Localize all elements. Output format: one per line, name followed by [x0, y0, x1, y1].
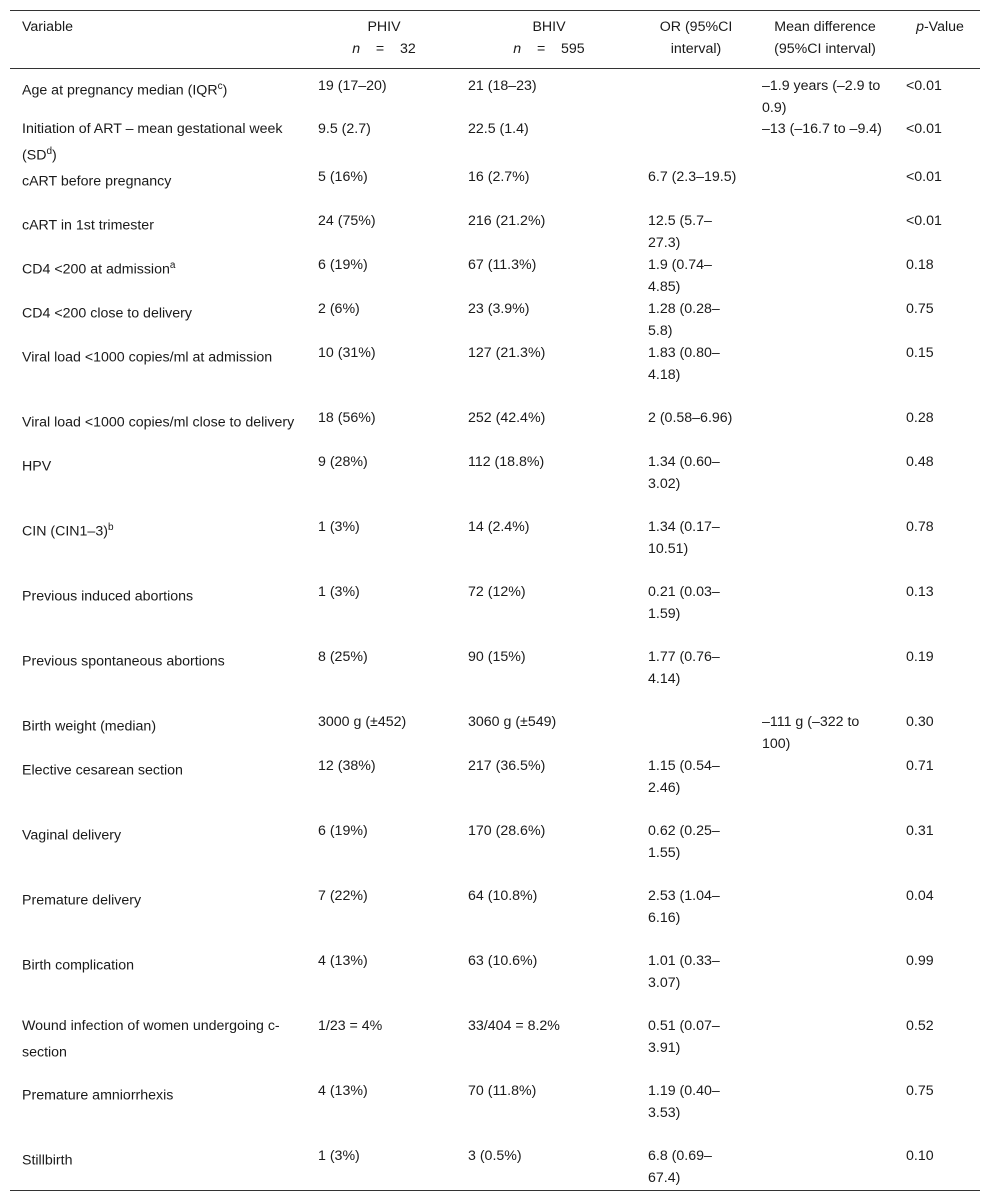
cell-or: 1.83 (0.80–4.18): [648, 345, 720, 383]
cell-p-value: 0.15: [906, 345, 934, 362]
header-phiv: PHIV n = 32: [352, 19, 416, 57]
cell-bhiv: 72 (12%): [468, 584, 526, 601]
cell-bhiv: 70 (11.8%): [468, 1083, 537, 1100]
table-row: [10, 299, 980, 343]
cell-phiv: 6 (19%): [318, 257, 368, 274]
cell-mean-difference: –111 g (–322 to 100): [762, 714, 860, 752]
cell-variable: Initiation of ART – mean gestational week $(SD^d)$: [22, 121, 283, 164]
cell-phiv: 5 (16%): [318, 169, 368, 186]
cell-mean-difference: [750, 886, 894, 951]
cell-variable: Vaginal delivery: [22, 828, 122, 845]
cell-mean-difference: [750, 255, 894, 299]
cell-mean-difference: [750, 211, 894, 255]
header-p-value: p-Value: [916, 19, 964, 35]
table-row: [10, 1016, 980, 1081]
cell-p-value: 0.75: [906, 301, 934, 318]
cell-bhiv: 14 (2.4%): [468, 519, 530, 536]
cell-p-value: 0.71: [906, 758, 934, 775]
cell-or: 1.34 (0.60–3.02): [648, 454, 720, 492]
cell-p-value: 0.04: [906, 888, 934, 905]
cell-bhiv: 90 (15%): [468, 649, 526, 666]
table-row: [10, 951, 980, 1016]
table-row: [10, 69, 980, 120]
cell-phiv: 7 (22%): [318, 888, 368, 905]
cell-mean-difference: [750, 452, 894, 517]
cell-or: [636, 119, 750, 167]
cell-p-value: 0.99: [906, 953, 934, 970]
cell-mean-difference: [750, 299, 894, 343]
cell-bhiv: 22.5 (1.4): [468, 121, 529, 138]
cell-p-value: 0.75: [906, 1083, 934, 1100]
cell-phiv: 12 (38%): [318, 758, 376, 775]
cell-bhiv: 217 (36.5%): [468, 758, 546, 775]
cell-mean-difference: –13 (–16.7 to –9.4): [762, 121, 882, 138]
cell-mean-difference: [750, 1146, 894, 1191]
cell-p-value: 0.52: [906, 1018, 934, 1035]
cell-mean-difference: [750, 647, 894, 712]
table-row: [10, 1146, 980, 1191]
cell-bhiv: 16 (2.7%): [468, 169, 530, 186]
cell-phiv: 10 (31%): [318, 345, 376, 362]
cell-variable: cART before pregnancy: [22, 174, 172, 191]
cell-p-value: 0.19: [906, 649, 934, 666]
cell-variable: Viral load <1000 copies/ml at admission: [22, 350, 273, 367]
cell-or: 1.28 (0.28–5.8): [648, 301, 720, 339]
cell-mean-difference: [750, 1016, 894, 1081]
table-row: [10, 452, 980, 517]
cell-p-value: 0.10: [906, 1148, 934, 1165]
table-row: [10, 1081, 980, 1146]
header-variable: Variable: [22, 19, 73, 35]
cell-mean-difference: [750, 951, 894, 1016]
cell-bhiv: 252 (42.4%): [468, 410, 546, 427]
header-bhiv: BHIV n = 595: [513, 19, 585, 57]
cell-or: 1.15 (0.54–2.46): [648, 758, 720, 796]
cell-phiv: 2 (6%): [318, 301, 360, 318]
cell-p-value: 0.30: [906, 714, 934, 731]
header-or: OR (95%CI interval): [659, 19, 733, 57]
cell-or: 12.5 (5.7–27.3): [648, 213, 712, 251]
cell-or: 1.34 (0.17–10.51): [648, 519, 720, 557]
cell-or: 1.9 (0.74–4.85): [648, 257, 712, 295]
cell-bhiv: 63 (10.6%): [468, 953, 538, 970]
cell-bhiv: 21 (18–23): [468, 78, 537, 95]
cell-phiv: 24 (75%): [318, 213, 376, 230]
table-row: [10, 517, 980, 582]
cell-variable: cART in 1st trimester: [22, 218, 154, 235]
cell-or: 2 (0.58–6.96): [648, 410, 733, 427]
cell-or: 1.77 (0.76–4.14): [648, 649, 720, 687]
cell-mean-difference: [750, 408, 894, 452]
cell-phiv: 1 (3%): [318, 1148, 360, 1165]
cell-phiv: 1 (3%): [318, 584, 360, 601]
cell-p-value: 0.48: [906, 454, 934, 471]
cell-or: 1.19 (0.40–3.53): [648, 1083, 720, 1121]
cell-or: [636, 69, 750, 120]
cell-variable: CD4 <200 close to delivery: [22, 306, 192, 323]
cell-or: 0.62 (0.25–1.55): [648, 823, 720, 861]
table-header-row: [10, 11, 980, 69]
cell-mean-difference: [750, 582, 894, 647]
header-bhiv-n: n = 595: [513, 40, 585, 57]
cell-phiv: 6 (19%): [318, 823, 368, 840]
cell-or: [636, 712, 750, 756]
header-phiv-n: n = 32: [352, 40, 416, 57]
table-row: [10, 886, 980, 951]
cell-p-value: <0.01: [906, 78, 942, 95]
cell-p-value: 0.28: [906, 410, 934, 427]
cell-p-value: 0.78: [906, 519, 934, 536]
cell-or: 0.51 (0.07–3.91): [648, 1018, 720, 1056]
table-row: [10, 255, 980, 299]
cell-mean-difference: [750, 821, 894, 886]
cell-bhiv: 216 (21.2%): [468, 213, 546, 230]
cell-phiv: 9.5 (2.7): [318, 121, 371, 138]
cell-p-value: 0.31: [906, 823, 934, 840]
cell-mean-difference: –1.9 years (–2.9 to 0.9): [762, 78, 881, 116]
cell-variable: Premature delivery: [22, 893, 142, 910]
table-row: [10, 408, 980, 452]
table-row: [10, 712, 980, 756]
cell-bhiv: 127 (21.3%): [468, 345, 546, 362]
cell-variable: Birth complication: [22, 958, 134, 975]
cell-mean-difference: [750, 517, 894, 582]
cell-phiv: 3000 g (±452): [318, 714, 407, 731]
cell-variable: Stillbirth: [22, 1153, 73, 1170]
cell-phiv: 18 (56%): [318, 410, 376, 427]
cell-p-value: <0.01: [906, 121, 942, 138]
cell-bhiv: 3060 g (±549): [468, 714, 557, 731]
header-mean-difference: Mean difference (95%CI interval): [774, 19, 876, 57]
cell-variable: Wound infection of women undergoing c-section: [22, 1018, 280, 1061]
cell-phiv: 4 (13%): [318, 1083, 368, 1100]
table-row: [10, 582, 980, 647]
cell-mean-difference: [750, 167, 894, 211]
cell-phiv: 8 (25%): [318, 649, 368, 666]
cell-p-value: <0.01: [906, 169, 942, 186]
table-row: [10, 119, 980, 167]
table-body: [10, 69, 980, 1191]
cell-p-value: <0.01: [906, 213, 942, 230]
table-row: [10, 167, 980, 211]
cell-bhiv: 64 (10.8%): [468, 888, 538, 905]
cell-or: 6.7 (2.3–19.5): [648, 169, 737, 186]
cell-bhiv: 170 (28.6%): [468, 823, 546, 840]
cell-variable: CIN $(CIN1-3)^b$: [22, 522, 114, 541]
cell-variable: Viral load <1000 copies/ml close to delivery: [22, 415, 295, 432]
cell-bhiv: 3 (0.5%): [468, 1148, 522, 1165]
cell-bhiv: 112 (18.8%): [468, 454, 545, 471]
cell-or: 6.8 (0.69–67.4): [648, 1148, 712, 1186]
table-row: [10, 647, 980, 712]
cell-bhiv: 67 (11.3%): [468, 257, 537, 274]
cell-variable: HPV: [22, 459, 52, 476]
cell-variable: CD4 <200 at admission$^a$: [22, 260, 176, 279]
cell-variable: Birth weight (median): [22, 719, 157, 736]
cell-phiv: 1 (3%): [318, 519, 360, 536]
cell-variable: Premature amniorrhexis: [22, 1088, 174, 1105]
cell-variable: Previous induced abortions: [22, 589, 194, 606]
cell-mean-difference: [750, 756, 894, 821]
results-table: [10, 10, 980, 1191]
cell-phiv: 1/23 = 4%: [318, 1018, 383, 1035]
cell-phiv: 4 (13%): [318, 953, 368, 970]
cell-or: 2.53 (1.04–6.16): [648, 888, 720, 926]
cell-or: 0.21 (0.03–1.59): [648, 584, 720, 622]
cell-p-value: 0.18: [906, 257, 934, 274]
cell-phiv: 9 (28%): [318, 454, 368, 471]
cell-mean-difference: [750, 343, 894, 408]
cell-p-value: 0.13: [906, 584, 934, 601]
cell-bhiv: 33/404 = 8.2%: [468, 1018, 560, 1035]
table-row: [10, 756, 980, 821]
cell-phiv: 19 (17–20): [318, 78, 387, 95]
table-row: [10, 821, 980, 886]
cell-variable: Previous spontaneous abortions: [22, 654, 225, 671]
cell-or: 1.01 (0.33–3.07): [648, 953, 720, 991]
cell-variable: Age at pregnancy median (IQR$^c$): [22, 81, 228, 99]
table-row: [10, 343, 980, 408]
cell-mean-difference: [750, 1081, 894, 1146]
cell-variable: Elective cesarean section: [22, 763, 183, 780]
table-row: [10, 211, 980, 255]
cell-bhiv: 23 (3.9%): [468, 301, 530, 318]
